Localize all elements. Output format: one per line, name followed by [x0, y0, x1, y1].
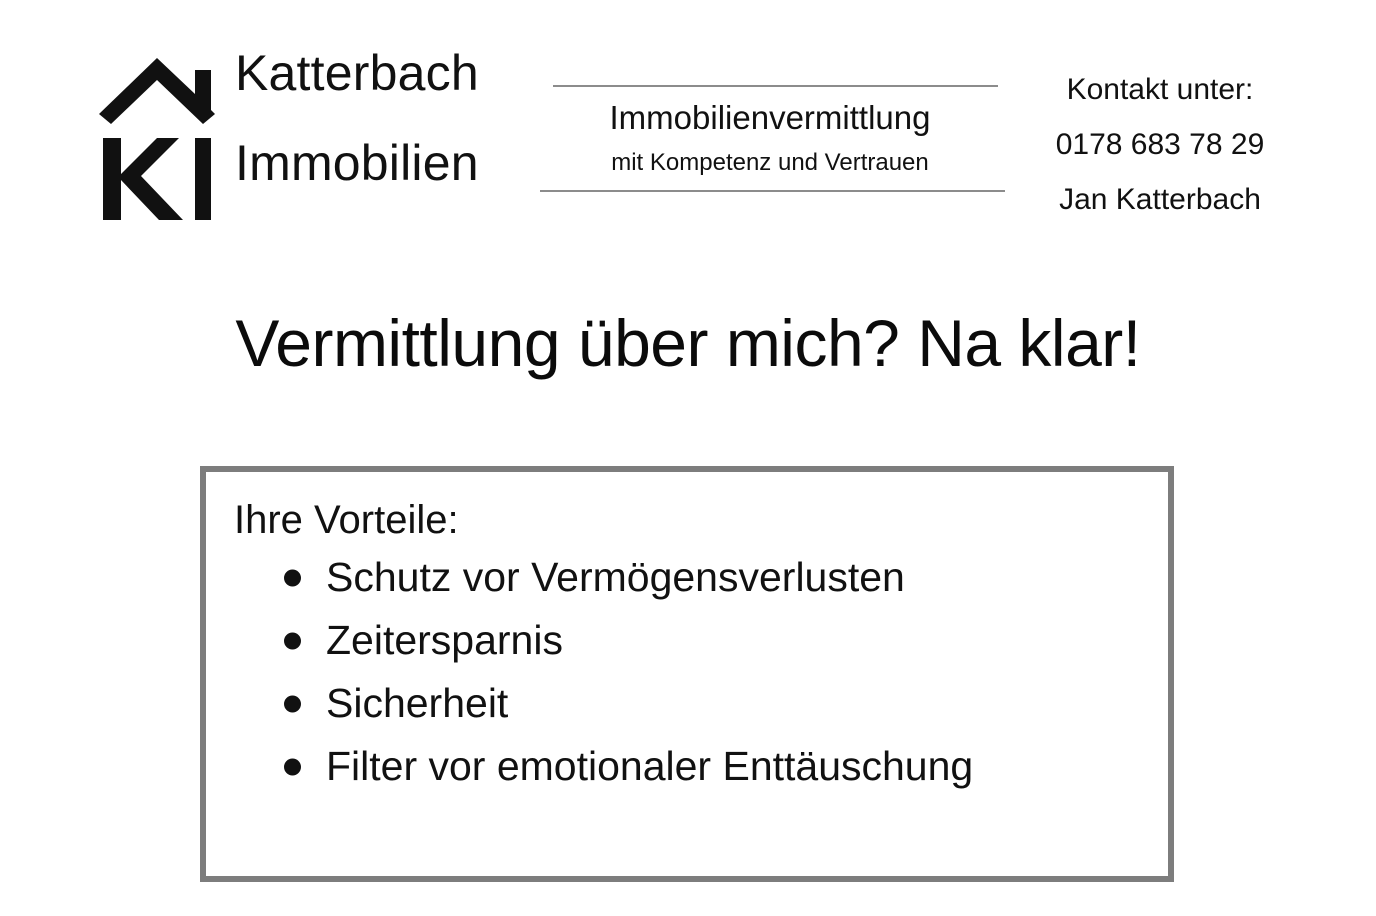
slogan-main: Immobilienvermittlung — [609, 99, 931, 136]
benefits-title: Ihre Vorteile: — [234, 498, 459, 542]
slogan-rule-top — [553, 85, 998, 87]
list-item — [206, 743, 1168, 789]
page-title: Vermittlung über mich? Na klar! — [235, 306, 1141, 380]
slogan-block — [540, 85, 1000, 192]
bullet-icon — [284, 758, 301, 775]
list-item — [206, 617, 1168, 663]
slogan-rule-bottom — [540, 190, 1005, 192]
logo-word-katterbach: Katterbach — [235, 45, 479, 101]
list-item-label: Filter vor emotionaler Enttäuschung — [326, 743, 974, 789]
brand-logo — [95, 45, 535, 238]
contact-label: Kontakt unter: — [1066, 73, 1254, 106]
contact-person: Jan Katterbach — [1059, 183, 1261, 216]
bullet-icon — [284, 569, 301, 586]
bullet-icon — [284, 695, 301, 712]
logo-word-immobilien: Immobilien — [235, 135, 479, 191]
list-item — [206, 554, 1168, 600]
list-item-label: Zeitersparnis — [326, 617, 563, 663]
list-item-label: Sicherheit — [326, 680, 509, 726]
list-item-label: Schutz vor Vermögensverlusten — [326, 554, 905, 600]
list-item — [206, 680, 1168, 726]
slogan-sub: mit Kompetenz und Vertrauen — [611, 148, 929, 176]
bullet-icon — [284, 632, 301, 649]
benefits-list — [206, 554, 1168, 789]
contact-phone[interactable]: 0178 683 78 29 — [1055, 128, 1265, 161]
page-header — [0, 30, 1376, 230]
house-k-logo-icon — [95, 52, 225, 222]
logo-wordmark — [235, 45, 535, 191]
benefits-box — [200, 466, 1174, 882]
contact-block — [1010, 75, 1310, 215]
